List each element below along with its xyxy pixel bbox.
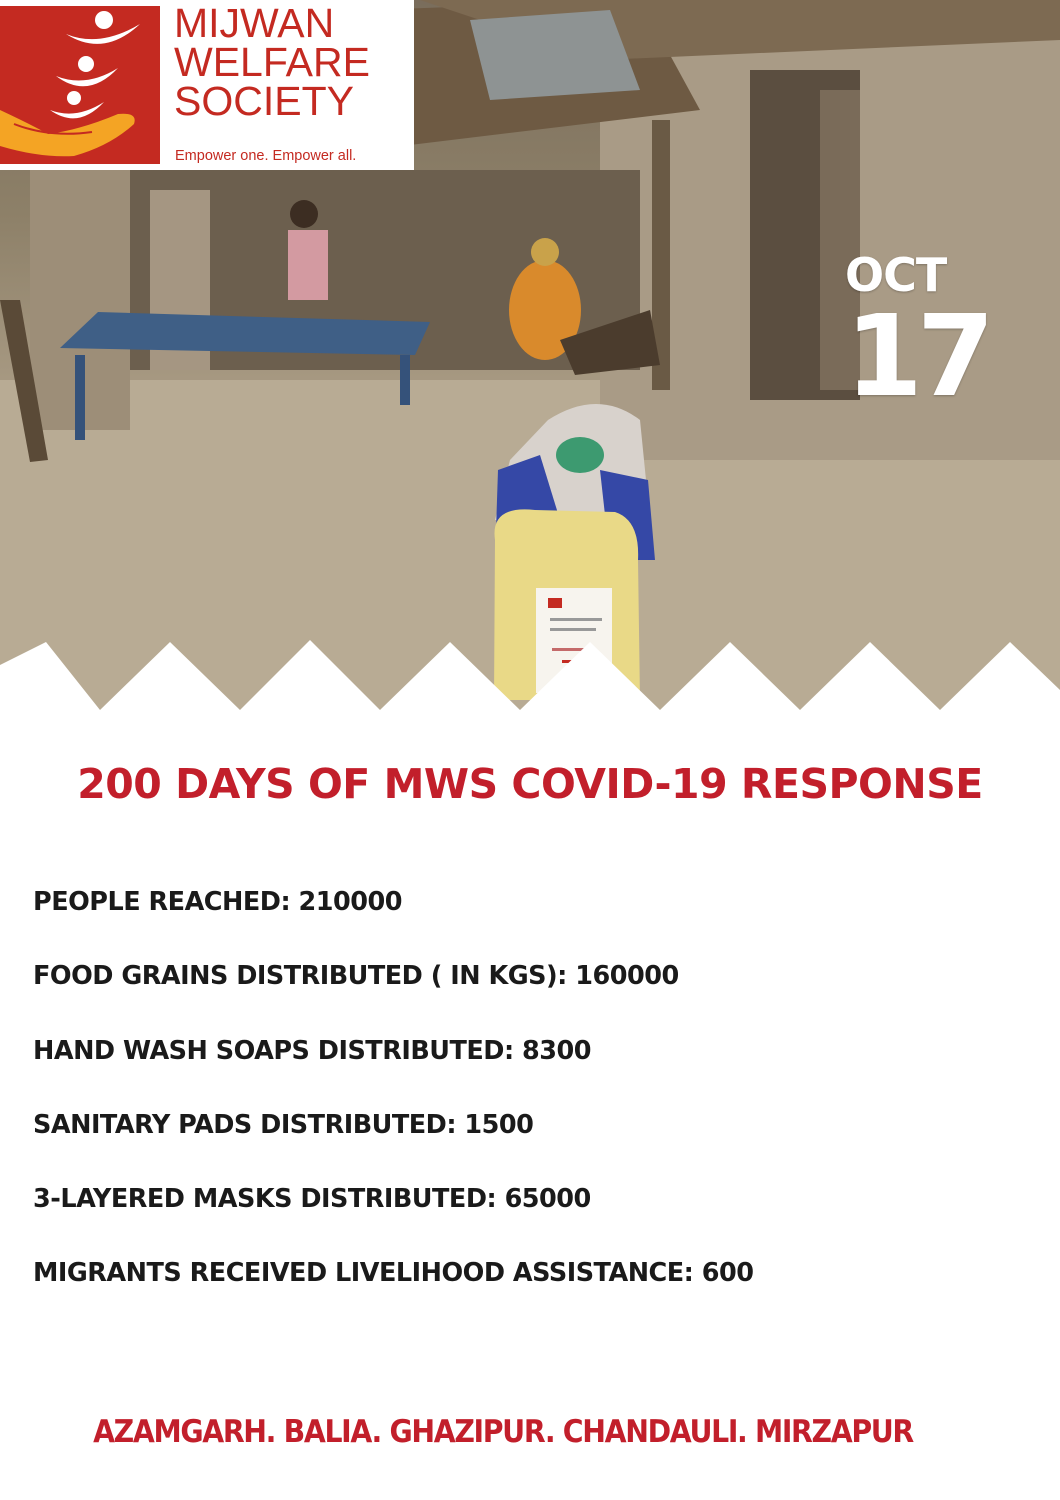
stat-masks: 3-LAYERED MASKS DISTRIBUTED: 65000 [33, 1184, 591, 1215]
stats-list [33, 883, 754, 1329]
hero-photo [0, 0, 1060, 712]
logo [0, 0, 414, 170]
logo-name-line-2: WELFARE [174, 39, 370, 85]
stat-hand-wash-soaps: HAND WASH SOAPS DISTRIBUTED: 8300 [33, 1035, 591, 1066]
stat-food-grains: FOOD GRAINS DISTRIBUTED ( IN KGS): 160000 [33, 961, 679, 992]
logo-emblem [0, 6, 160, 164]
date-day: 17 [845, 292, 989, 422]
stat-people-reached: PEOPLE REACHED: 210000 [33, 887, 402, 917]
logo-name-line-1: MIJWAN [174, 0, 335, 46]
date-badge [845, 248, 995, 422]
stat-migrants-assistance: MIGRANTS RECEIVED LIVELIHOOD ASSISTANCE: 600 [33, 1258, 754, 1289]
stat-sanitary-pads: SANITARY PADS DISTRIBUTED: 1500 [33, 1109, 534, 1140]
logo-tagline: Empower one. Empower all. [175, 148, 357, 164]
page-title: 200 DAYS OF MWS COVID-19 RESPONSE [77, 760, 983, 808]
districts-footer: AZAMGARH. BALIA. GHAZIPUR. CHANDAULI. MIRZAPUR [93, 1414, 913, 1450]
logo-name-line-3: SOCIETY [174, 78, 354, 124]
date-month: OCT [845, 248, 947, 302]
hands-figures-icon [0, 6, 160, 164]
